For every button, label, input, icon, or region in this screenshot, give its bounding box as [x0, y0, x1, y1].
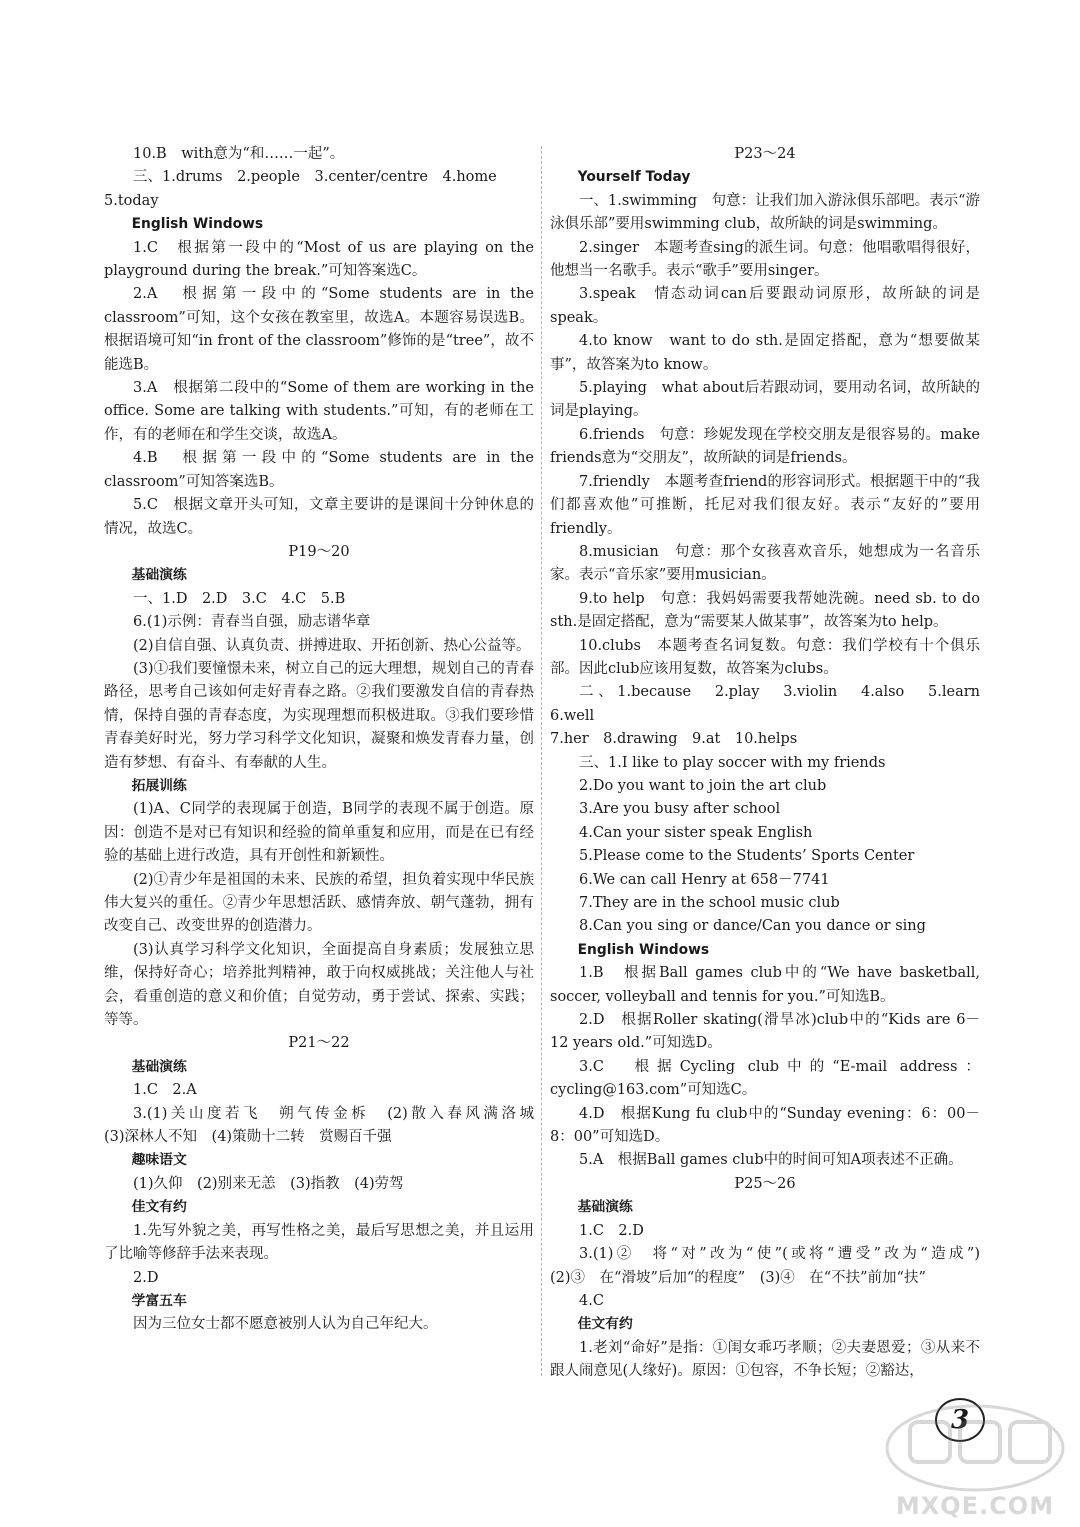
right-answer-line: 2.D 根据Roller skating(滑旱冰)club中的“Kids are 6－12 years old.”可知选D。 — [550, 1012, 980, 1052]
left-answer-line: 5.C 根据文章开头可知，文章主要讲的是课间十分钟休息的情况，故选C。 — [104, 497, 534, 537]
right-answer-line: 7.her 8.drawing 9.at 10.helps — [550, 731, 798, 748]
right-answer-line: 1.老刘“命好”是指：①闺女乖巧孝顺；②夫妻恩爱；③从来不跟人闹意见(人缘好)。原因：①包容，不争长短；②豁达， — [550, 1339, 980, 1380]
left-page-range-heading: P19～20 — [288, 543, 350, 560]
right-page-range-heading: P25～26 — [734, 1175, 796, 1192]
right-section-heading: 佳文有约 — [577, 1316, 633, 1333]
right-answer-line: 8.musician 句意：那个女孩喜欢音乐，她想成为一名音乐家。表示“音乐家”要用musician。 — [550, 543, 980, 584]
right-answer-line: 二、1.because 2.play 3.violin 4.also 5.learn 6.well — [550, 684, 995, 724]
left-section-heading: 佳文有约 — [131, 1199, 187, 1216]
left-answer-line: (3)认真学习科学文化知识，全面提高自身素质；发展独立思维，保持好奇心；培养批判精神，敢于向权威挑战；关注他人与社会，看重创造的意义和价值；自觉劳动，勇于尝试、探索、实践；等等。 — [104, 941, 534, 1029]
right-answer-line: 8.Can you sing or dance/Can you dance or sing — [579, 918, 926, 935]
left-answer-line: 5.today — [104, 192, 159, 209]
right-answer-line: 3.Are you busy after school — [579, 801, 781, 818]
right-answer-line: 5.playing what about后若跟动词，要用动名词，故所缺的词是playing。 — [550, 380, 980, 420]
left-answer-line: 1.先写外貌之美，再写性格之美，最后写思想之美，并且运用了比喻等修辞手法来表现。 — [104, 1222, 534, 1263]
right-answer-line: 7.friendly 本题考查friend的形容词形式。根据题干中的“我们都喜欢他”可推断，托尼对我们很友好。表示“友好的”要用friendly。 — [550, 473, 980, 537]
left-answer-line: 6.(1)示例：青春当自强，励志谱华章 — [133, 614, 371, 631]
left-answer-line: (2)自信自强、认真负责、拼搏进取、开拓创新、热心公益等。 — [133, 637, 531, 654]
right-answer-line: 2.singer 本题考查sing的派生词。句意：他唱歌唱得很好，他想当一名歌手。表示“歌手”要用singer。 — [550, 239, 980, 280]
left-answer-line: 3.(1)关山度若飞 朔气传金柝 (2)散入春风满洛城 — [133, 1105, 534, 1122]
right-answer-line: 3.speak 情态动词can后要跟动词原形，故所缺的词是speak。 — [550, 286, 980, 326]
right-column — [550, 143, 995, 1384]
left-answer-line: 因为三位女士都不愿意被别人认为自己年纪大。 — [133, 1316, 438, 1333]
left-section-heading: 学富五车 — [131, 1292, 187, 1309]
left-section-heading: 拓展训练 — [131, 777, 187, 794]
right-section-heading: English Windows — [577, 941, 710, 958]
right-answer-line: 一、1.swimming 句意：让我们加入游泳俱乐部吧。表示“游泳俱乐部”要用swimming club，故所缺的词是swimming。 — [550, 192, 980, 233]
right-answer-line: 9.to help 句意：我妈妈需要我帮她洗碗。need sb. to do sth.是固定搭配，意为“需要某人做某事”，故答案为to help。 — [550, 590, 980, 631]
right-answer-line: 4.Can your sister speak English — [579, 824, 813, 841]
right-answer-line: (2)③ 在“滑坡”后加“的程度” (3)④ 在“不扶”前加“扶” — [550, 1269, 926, 1286]
right-answer-line: 1.B 根据Ball games club中的“We have basketball, soccer, volleyball and tennis for you.”可知选B。 — [550, 965, 980, 1005]
right-answer-line: 3.(1)② 将“对”改为“使”(或将“遭受”改为“造成”) — [579, 1246, 980, 1263]
left-answer-line: (2)①青少年是祖国的未来、民族的希望，担负着实现中华民族伟大复兴的重任。②青少年思想活跃、感情奔放、朝气蓬勃，拥有改变自己、改变世界的创造潜力。 — [104, 871, 534, 935]
right-answer-line: 4.C — [579, 1292, 604, 1309]
left-answer-line: 2.A 根据第一段中的“Some students are in the classroom”可知，这个女孩在教室里，故选A。本题容易误选B。根据语境可知“in front of the classroom”修饰的是“tree”，故不能选B。 — [104, 286, 534, 373]
right-answer-line: 4.D 根据Kung fu club中的“Sunday evening：6：00－8：00”可知选D。 — [550, 1105, 980, 1146]
right-answer-line: 5.A 根据Ball games club中的时间可知A项表述不正确。 — [579, 1152, 963, 1169]
left-answer-line: (1)A、C同学的表现属于创造，B同学的表现不属于创造。原因：创造不是对已有知识和经验的简单重复和应用，而是在已有经验的基础上进行改造，具有开创性和新颖性。 — [104, 801, 534, 865]
left-answer-line: 3.A 根据第二段中的“Some of them are working in the office. Some are talking with students.”可知，有的老师在工作，有的老师在和学生交谈，故选A。 — [104, 380, 534, 443]
left-answer-line: 2.D — [133, 1269, 159, 1286]
watermark-text: MXQE.COM — [895, 1492, 1055, 1520]
right-answer-line: 4.to know want to do sth.是固定搭配，意为“想要做某事”，故答案为to know。 — [550, 333, 980, 373]
right-answer-line: 2.Do you want to join the art club — [579, 777, 827, 794]
left-section-heading: 趣味语文 — [131, 1152, 187, 1169]
left-answer-line: (1)久仰 (2)别来无恙 (3)指教 (4)劳驾 — [133, 1175, 404, 1192]
left-answer-line: (3)①我们要憧憬未来，树立自己的远大理想，规划自己的青春路径，思考自己该如何走好青春之路。②我们要激发自信的青春热情，保持自强的青春态度，为实现理想而积极进取。③我们要珍惜青春美好时光，努力学习科学文化知识，凝聚和焕发青春力量，创造有梦想、有奋斗、有奉献的人生。 — [104, 660, 534, 771]
right-answer-line: 1.C 2.D — [579, 1222, 644, 1239]
left-column — [104, 143, 534, 1337]
right-answer-line: 6.friends 句意：珍妮发现在学校交朋友是很容易的。make friends意为“交朋友”，故所缺的词是friends。 — [550, 426, 980, 467]
left-section-heading: 基础演练 — [131, 1058, 187, 1075]
right-answer-line: 6.We can call Henry at 658－7741 — [579, 871, 830, 888]
left-answer-line: 1.C 根据第一段中的“Most of us are playing on the playground during the break.”可知答案选C。 — [104, 239, 534, 280]
right-answer-line: 7.They are in the school music club — [579, 895, 840, 911]
right-page-range-heading: P23～24 — [734, 146, 796, 162]
right-section-heading: 基础演练 — [577, 1199, 633, 1216]
left-answer-line: 一、1.D 2.D 3.C 4.C 5.B — [133, 590, 346, 607]
left-answer-line: 1.C 2.A — [133, 1082, 197, 1099]
right-answer-line: 3.C 根据Cycling club中的“E-mail address：cycling@163.com”可知选C。 — [550, 1058, 980, 1099]
left-page-range-heading: P21～22 — [288, 1035, 350, 1052]
left-answer-line: (3)深林人不知 (4)策勋十二转 赏赐百千强 — [104, 1129, 392, 1146]
left-answer-line: 10.B with意为“和……一起”。 — [133, 146, 345, 162]
right-section-heading: Yourself Today — [577, 169, 691, 186]
left-answer-line: 4.B 根据第一段中的“Some students are in the classroom”可知答案选B。 — [104, 450, 534, 490]
left-section-heading: 基础演练 — [131, 567, 187, 584]
right-answer-line: 10.clubs 本题考查名词复数。句意：我们学校有十个俱乐部。因此club应该用复数，故答案为clubs。 — [550, 637, 980, 677]
left-answer-line: 三、1.drums 2.people 3.center/centre 4.home — [133, 169, 497, 186]
right-answer-line: 三、1.I like to play soccer with my friends — [579, 754, 886, 771]
left-section-heading: English Windows — [131, 216, 264, 233]
right-answer-line: 5.Please come to the Students’ Sports Center — [579, 848, 915, 865]
column-divider — [541, 146, 542, 1376]
page-number: 3 — [935, 1398, 985, 1442]
